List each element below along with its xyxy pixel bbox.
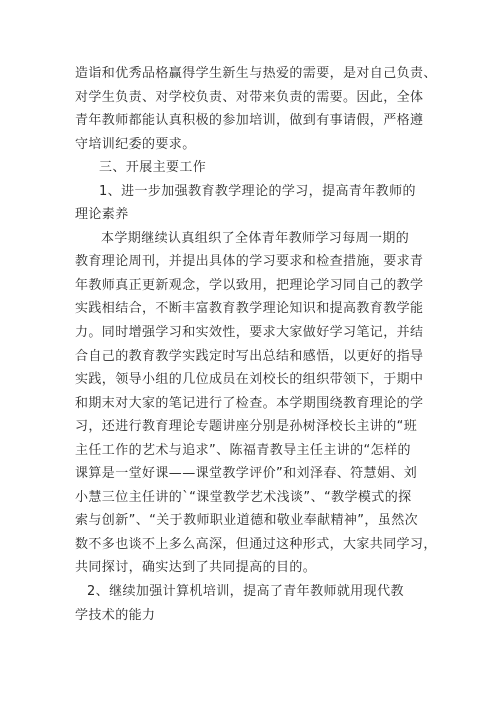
subsection-heading-cont: 理论素养	[75, 207, 129, 223]
subsection-heading-cont: 学技术的能力	[75, 607, 156, 623]
body-line: 教育理论周刊，并提出具体的学习要求和检查措施，要求青	[75, 254, 424, 270]
paragraph-start: 本学期继续认真组织了全体青年教师学习每周一期的	[101, 230, 410, 246]
section-heading: 三、开展主要工作	[99, 160, 207, 176]
document-body	[75, 62, 435, 627]
body-line: 共同探讨，确实达到了共同提高的目的。	[75, 560, 317, 576]
body-line: 合自己的教育教学实践定时写出总结和感悟，以更好的指导	[75, 348, 424, 364]
body-line: 对学生负责、对学校负责、对带来负责的需要。因此，全体	[75, 89, 424, 105]
body-line: 实践，领导小组的几位成员在刘校长的组织带领下，于期中	[75, 372, 424, 388]
body-line: 青年教师都能认真积极的参加培训，做到有事请假，严格遵	[75, 113, 424, 129]
body-line: 习，还进行教育理论专题讲座分别是孙树泽校长主讲的“班	[75, 419, 418, 435]
body-line: 力。同时增强学习和实效性，要求大家做好学习笔记，并结	[75, 325, 424, 341]
subsection-heading: 1、进一步加强教育教学理论的学习，提高青年教师的	[99, 183, 416, 199]
body-line: 课算是一堂好课——课堂教学评价”和刘泽春、符慧娟、刘	[75, 466, 418, 482]
subsection-heading: 2、继续加强计算机培训，提高了青年教师就用现代教	[87, 584, 404, 600]
body-line: 造诣和优秀品格赢得学生新生与热爱的需要，是对自己负责、	[75, 66, 437, 81]
body-line: 年教师真正更新观念，学以致用，把理论学习同自己的教学	[75, 277, 424, 293]
body-line: 索与创新”、“关于教师职业道德和敬业奉献精神”，虽然次	[75, 513, 419, 529]
body-line: 主任工作的艺术与追求”、陈福青教导主任主讲的“怎样的	[75, 442, 411, 458]
body-line: 实践相结合，不断丰富教育教学理论知识和提高教育教学能	[75, 301, 424, 317]
body-line: 小慧三位主任讲的`“课堂教学艺术浅谈”、“教学模式的探	[75, 489, 412, 505]
body-line: 数不多也谈不上多么高深，但通过这种形式，大家共同学习，	[75, 536, 437, 552]
body-line: 守培训纪委的要求。	[75, 136, 196, 152]
body-line: 和期末对大家的笔记进行了检查。本学期围绕教育理论的学	[75, 395, 424, 411]
